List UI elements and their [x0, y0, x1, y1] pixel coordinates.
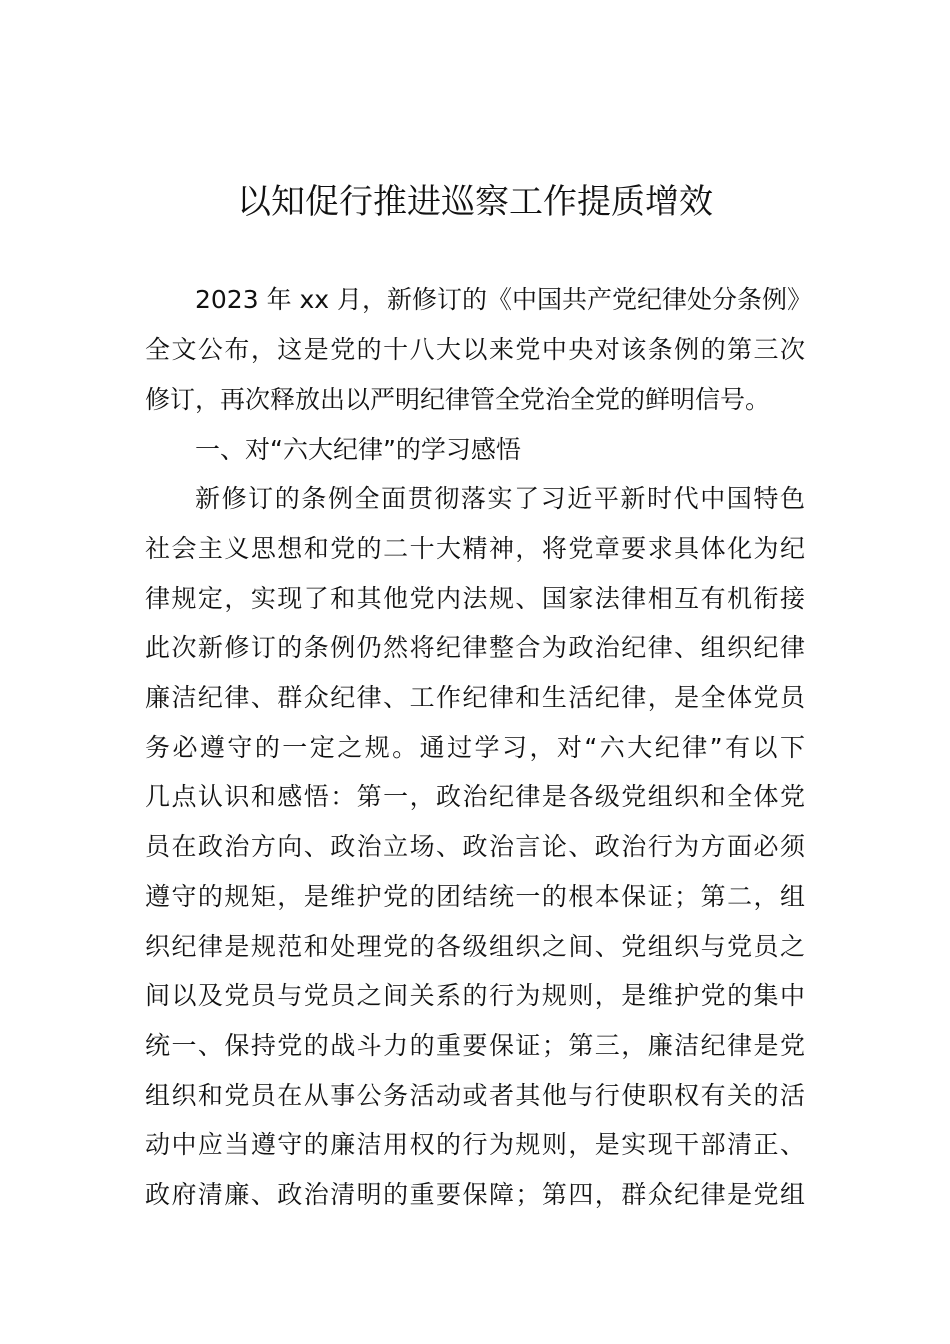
paragraph-line: 修订，再次释放出以严明纪律管全党治全党的鲜明信号。 — [145, 385, 771, 414]
paragraph-line: 几点认识和感悟：第一，政治纪律是各级党组织和全体党 — [145, 782, 805, 811]
paragraph-line: 此次新修订的条例仍然将纪律整合为政治纪律、组织纪律 — [145, 633, 805, 662]
paragraph-line: 动中应当遵守的廉洁用权的行为规则，是实现干部清正、 — [145, 1130, 805, 1159]
paragraph-line: 组织和党员在从事公务活动或者其他与行使职权有关的活 — [145, 1081, 805, 1110]
paragraph-line: 社会主义思想和党的二十大精神，将党章要求具体化为纪 — [145, 534, 805, 563]
paragraph-line: 律规定，实现了和其他党内法规、国家法律相互有机衔接 — [145, 584, 805, 613]
paragraph-line: 遵守的规矩，是维护党的团结统一的根本保证；第二，组 — [145, 882, 805, 911]
paragraph-line: 全文公布，这是党的十八大以来党中央对该条例的第三次 — [145, 335, 805, 364]
document-title: 以知促行推进巡察工作提质增效 — [237, 182, 713, 222]
paragraph-line: 新修订的条例全面贯彻落实了习近平新时代中国特色 — [195, 484, 805, 513]
section-heading: 一、对“六大纪律”的学习感悟 — [195, 435, 521, 464]
paragraph-line: 务必遵守的一定之规。通过学习，对“六大纪律”有以下 — [145, 733, 805, 762]
paragraph-line: 廉洁纪律、群众纪律、工作纪律和生活纪律，是全体党员 — [145, 683, 805, 712]
paragraph-line: 间以及党员与党员之间关系的行为规则，是维护党的集中 — [145, 981, 805, 1010]
paragraph-line: 2023 年 xx 月，新修订的《中国共产党纪律处分条例》 — [195, 285, 813, 314]
paragraph-line: 织纪律是规范和处理党的各级组织之间、党组织与党员之 — [145, 932, 805, 961]
paragraph-line: 员在政治方向、政治立场、政治言论、政治行为方面必须 — [145, 832, 805, 861]
paragraph-line: 统一、保持党的战斗力的重要保证；第三，廉洁纪律是党 — [145, 1031, 805, 1060]
paragraph-line: 政府清廉、政治清明的重要保障；第四，群众纪律是党组 — [145, 1180, 805, 1209]
